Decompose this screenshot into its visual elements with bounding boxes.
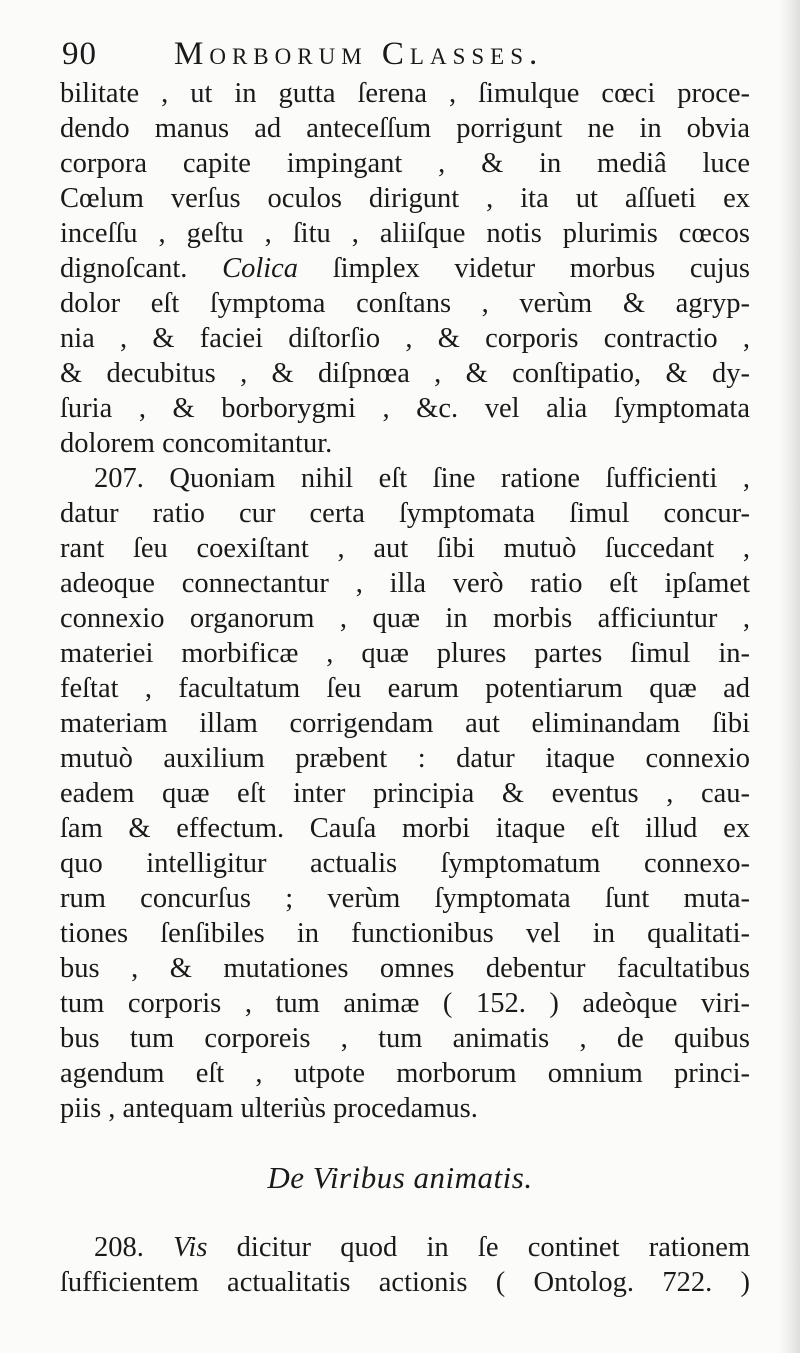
text-line-mixed bbox=[60, 251, 750, 286]
text-line-mixed bbox=[60, 1230, 750, 1265]
paragraph-208 bbox=[60, 1230, 750, 1300]
text-line: mutuò auxilium præbent : datur itaque connexio bbox=[60, 743, 750, 774]
text-line: tiones ſenſibiles in functionibus vel in qualitati- bbox=[60, 918, 750, 949]
text-span: ſimplex videtur morbus cujus bbox=[332, 253, 750, 284]
text-line: dolorem concomitantur. bbox=[60, 428, 333, 459]
text-line: rum concurſus ; verùm ſymptomata ſunt muta- bbox=[60, 883, 750, 914]
text-line: adeoque connectantur , illa verò ratio eſt ipſamet bbox=[60, 568, 750, 599]
paragraph-207-first-line: 207. Quoniam nihil eſt ſine ratione ſufficienti , bbox=[94, 463, 750, 494]
main-text-block bbox=[60, 76, 750, 1126]
text-line: corpora capite impingant , & in mediâ luce bbox=[60, 148, 750, 179]
text-line: bus , & mutationes omnes debentur facultatibus bbox=[60, 953, 750, 984]
text-line: materiei morbificæ , quæ plures partes ſimul in- bbox=[60, 638, 750, 669]
text-line: materiam illam corrigendam aut eliminandam ſibi bbox=[60, 708, 750, 739]
italic-term-vis: Vis bbox=[173, 1232, 208, 1263]
text-line: bilitate , ut in gutta ſerena , ſimulque cœci proce- bbox=[60, 78, 750, 109]
paragraph-number: 208. bbox=[94, 1232, 144, 1263]
text-line: piis , antequam ulteriùs procedamus. bbox=[60, 1093, 478, 1124]
running-title: Morborum Classes. bbox=[174, 36, 544, 72]
text-line: & decubitus , & diſpnœa , & conſtipatio, & dy- bbox=[60, 358, 750, 389]
italic-term-colica: Colica bbox=[222, 253, 299, 284]
text-span: dignoſcant. bbox=[60, 253, 188, 284]
text-line: tum corporis , tum animæ ( 152. ) adeòque viri- bbox=[60, 988, 750, 1019]
page-number: 90 bbox=[62, 36, 97, 72]
text-line: inceſſu , geſtu , ſitu , aliiſque notis plurimis cœcos bbox=[60, 218, 750, 249]
text-line: ſuria , & borborygmi , &c. vel alia ſymptomata bbox=[60, 393, 750, 424]
text-line: feſtat , facultatum ſeu earum potentiarum quæ ad bbox=[60, 673, 750, 704]
text-span: dicitur quod in ſe continet rationem bbox=[236, 1232, 750, 1263]
text-line: agendum eſt , utpote morborum omnium princi- bbox=[60, 1058, 750, 1089]
text-line: ſufficientem actualitatis actionis ( Ontolog. 722. ) bbox=[60, 1267, 750, 1298]
text-line: connexio organorum , quæ in morbis afficiuntur , bbox=[60, 603, 750, 634]
text-line: quo intelligitur actualis ſymptomatum connexo- bbox=[60, 848, 750, 879]
text-line: ſam & effectum. Cauſa morbi itaque eſt illud ex bbox=[60, 813, 750, 844]
text-line: bus tum corporeis , tum animatis , de quibus bbox=[60, 1023, 750, 1054]
text-line: Cœlum verſus oculos dirigunt , ita ut aſſueti ex bbox=[60, 183, 750, 214]
section-heading: De Viribus animatis. bbox=[267, 1160, 533, 1195]
text-line: eadem quæ eſt inter principia & eventus , cau- bbox=[60, 778, 750, 809]
text-line: dendo manus ad anteceſſum porrigunt ne in obvia bbox=[60, 113, 750, 144]
page-edge-shadow bbox=[778, 0, 800, 1353]
text-line: dolor eſt ſymptoma conſtans , verùm & agryp- bbox=[60, 288, 750, 319]
text-line: datur ratio cur certa ſymptomata ſimul concur- bbox=[60, 498, 750, 529]
text-line: rant ſeu coexiſtant , aut ſibi mutuò ſuccedant , bbox=[60, 533, 750, 564]
text-line: nia , & faciei diſtorſio , & corporis contractio , bbox=[60, 323, 750, 354]
